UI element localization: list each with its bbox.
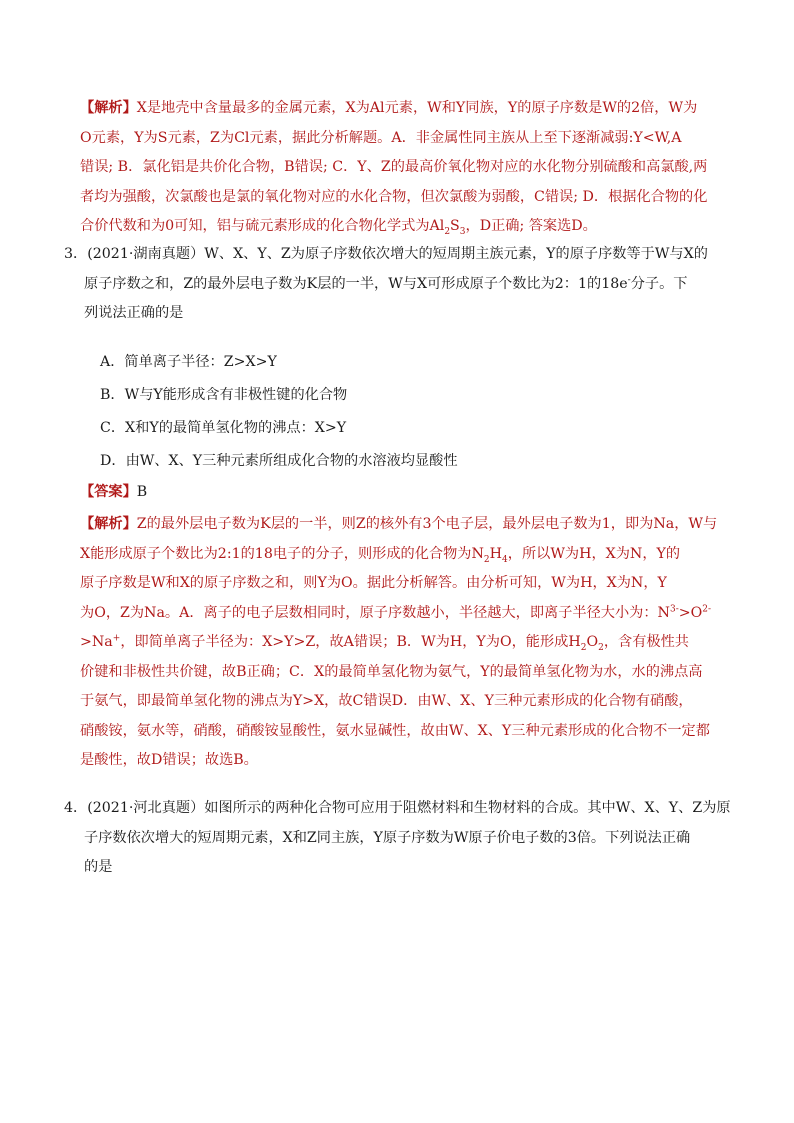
q3-analysis [80, 510, 720, 776]
q3-analysis-line: 是酸性，故D错误；故选B。 [80, 752, 258, 768]
q2-analysis-line: 合价代数和为0可知，铝与硫元素形成的化合物化学式为$Al_2S_3$，D正确; 答案选D。 [80, 218, 597, 237]
q3-option-a: A．简单离子半径：Z>X>Y [100, 354, 277, 370]
q4-stem-line: 的是 [84, 859, 113, 875]
q3-analysis-line: 为O，Z为Na。A．离子的电子层数相同时，原子序数越小，半径越大，即离子半径大小为：$N^{3-}>O^{2-}$ [80, 603, 712, 621]
q2-analysis-line: 错误; B．氯化铝是共价化合物，B错误; C．Y、Z的最高价氧化物对应的水化物分别硫酸和高氯酸,两 [80, 159, 708, 175]
q2-analysis-line: O元素，Y为S元素，Z为Cl元素，据此分析解题。A．非金属性同主族从上至下逐渐减弱:Y<W,A [80, 129, 682, 146]
q2-analysis-line: 者均为强酸，次氯酸也是氯的氧化物对应的水化合物，但次氯酸为弱酸，C错误; D．根据化合物的化 [80, 188, 708, 205]
q3-analysis-line: 于氨气，即最简单氢化物的沸点为Y>X，故C错误D．由W、X、Y三种元素形成的化合物有硝酸， [80, 693, 693, 709]
q3-options [100, 348, 720, 476]
q3-stem-line: 3．(2021·湖南真题）W、X、Y、Z为原子序数依次增大的短周期主族元素，Y的原子序数等于W与X的 [64, 246, 708, 262]
q3-stem-line: 列说法正确的是 [84, 305, 184, 321]
q3-answer [80, 478, 720, 508]
q3-option-b: B．W与Y能形成含有非极性键的化合物 [100, 387, 348, 403]
q3-option-d: D．由W、X、Y三种元素所组成化合物的水溶液均显酸性 [100, 453, 458, 469]
q3-option-c: C．X和Y的最简单氢化物的沸点：X>Y [100, 420, 347, 436]
q4-stem-line: 4．(2021·河北真题）如图所示的两种化合物可应用于阻燃材料和生物材料的合成。其中W、X、Y、Z为原 [64, 800, 731, 816]
q3-analysis-line: X能形成原子个数比为2:1的18电子的分子，则形成的化合物为$N_2H_4$，所以W为H，X为N，Y的 [80, 545, 681, 565]
q4-stem-line: 子序数依次增大的短周期元素，X和Z同主族，Y原子序数为W原子价电子数的3倍。下列说法正确 [84, 829, 691, 846]
analysis-label: 【解析】 [80, 516, 137, 532]
q4-stem [64, 794, 731, 883]
answer-value: B [136, 484, 148, 500]
q3-analysis-line: 硝酸铵，氨水等，硝酸，硝酸铵显酸性，氨水显碱性，故由W、X、Y三种元素形成的化合物不一定都 [80, 722, 710, 739]
q3-stem-line: 原子序数之和，Z的最外层电子数为K层的一半，W与X可形成原子个数比为2：1的18e-分子。下 [84, 274, 688, 292]
q3-analysis-line: >Na+，即简单离子半径为：X>Y>Z，故A错误；B．W为H，Y为O，能形成$H_2O_2$，含有极性共 [80, 633, 689, 653]
analysis-label: 【解析】 [80, 100, 137, 116]
answer-label: 【答案】 [80, 484, 137, 500]
q2-analysis-line: X是地壳中含量最多的金属元素，X为Al元素，W和Y同族，Y的原子序数是W的2倍，W为 [136, 100, 698, 116]
q3-stem [64, 240, 724, 329]
q2-analysis [80, 94, 720, 242]
q3-analysis-line: 原子序数是W和X的原子序数之和，则Y为O。据此分析解答。由分析可知，W为H，X为N，Y [80, 575, 667, 591]
q3-analysis-line: 价键和非极性共价键，故B正确；C．X的最简单氢化物为氨气，Y的最简单氢化物为水，水的沸点高 [80, 663, 703, 680]
q3-analysis-line: Z的最外层电子数为K层的一半，则Z的核外有3个电子层，最外层电子数为1，即为Na，W与 [136, 516, 718, 532]
